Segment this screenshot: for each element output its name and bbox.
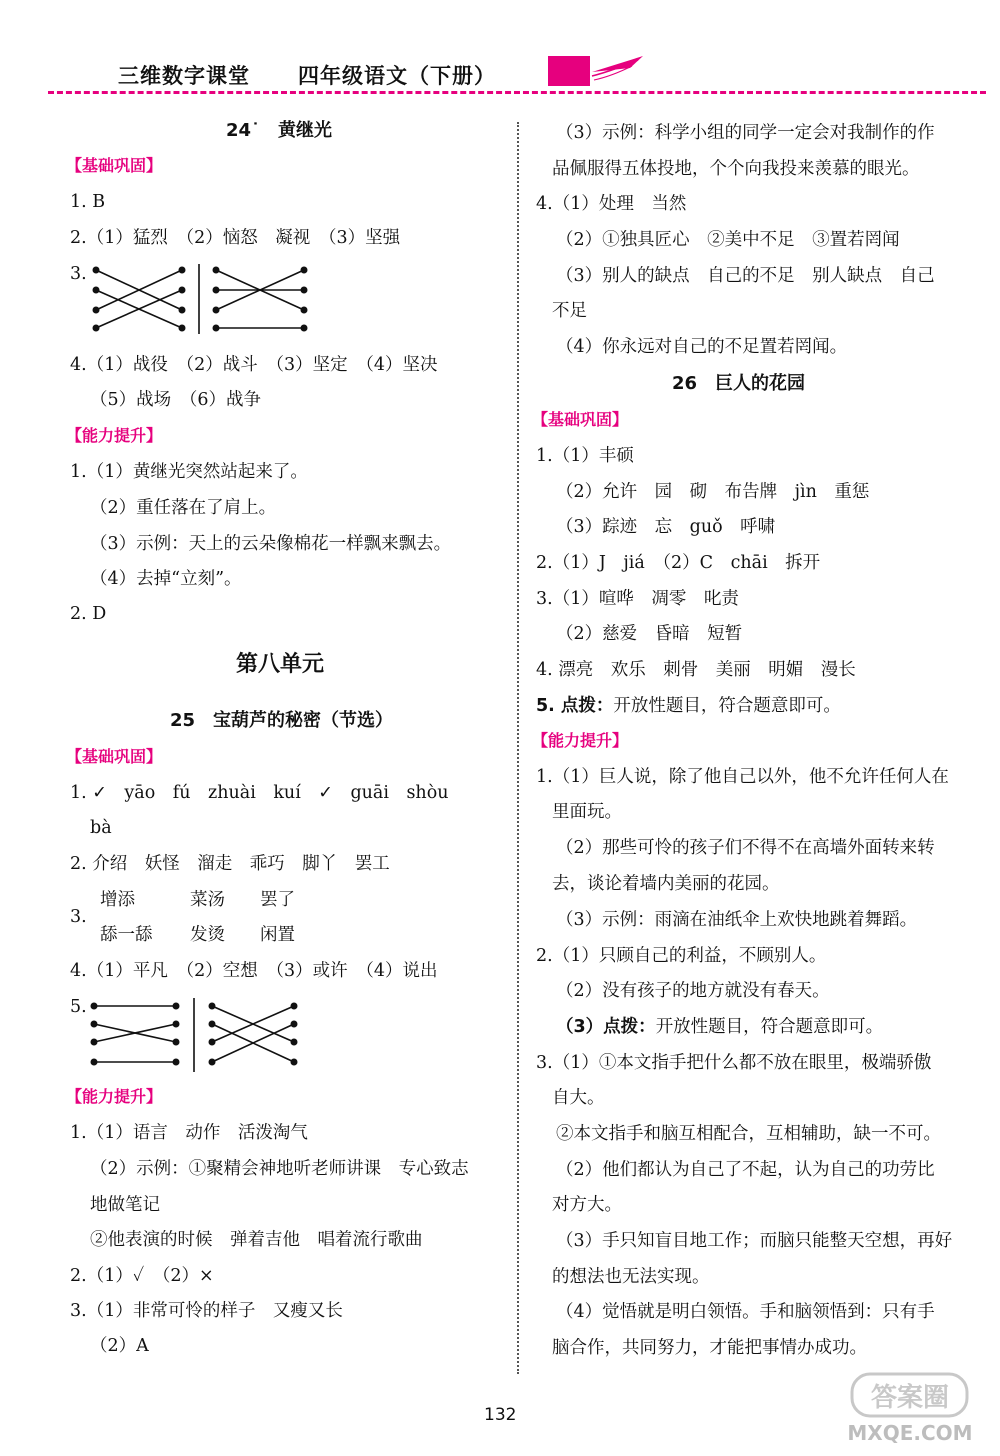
page-number: 132 [484,1405,517,1425]
lesson-26-title: 26 巨人的花园 [672,373,806,394]
watermark-logo [840,1368,990,1448]
header-dashed-rule [48,91,986,94]
answer-line [536,695,841,717]
section-ability-26: 【能力提升】 [532,731,629,750]
answer-line: 2.（1）✓ （2）× [70,1266,214,1286]
answer-line: （2）慈爱 昏暗 短暂 [556,624,743,644]
answer-line: 4.（1）战役 （2）战斗 （3）坚定 （4）坚决 [70,355,438,375]
answer-line: （2）那些可怜的孩子们不得不在高墙外面转来转 [556,838,935,858]
answer-line: （3）示例：科学小组的同学一定会对我制作的作 [556,123,935,143]
answer-line: （2）他们都认为自己了不起，认为自己的功劳比 [556,1160,935,1180]
answer-line: 自大。 [552,1088,605,1108]
page-header [0,0,1000,100]
answer-line: 1. ✓ yāo fú zhuài kuí ✓ guāi shòu [70,783,449,803]
lesson-25-title: 25 宝葫芦的秘密（节选） [170,710,394,731]
hint-text: 开放性题目，符合题意即可。 [655,1017,884,1037]
answer-line: （3）示例：天上的云朵像棉花一样飘来飘去。 [90,534,452,554]
answer-line: 脑合作，共同努力，才能把事情办成功。 [552,1338,867,1358]
answer-line: （3）手只知盲目地工作；而脑只能整天空想，再好 [556,1231,953,1251]
hint-label: （3）点拨： [556,1017,656,1037]
answer-line: （4）觉悟就是明白领悟。手和脑领悟到：只有手 [556,1302,935,1322]
answer-line: 不足 [552,301,587,321]
answer-word: 罢了 [260,890,295,910]
hint-text: 开放性题目，符合题意即可。 [613,696,841,716]
answer-word: 闲置 [260,925,295,945]
svg-text:答案圈: 答案圈 [870,1383,950,1413]
answer-line: 去，谈论着墙内美丽的花园。 [552,874,780,894]
lesson-24-title: 24˙ 黄继光 [226,120,333,141]
answer-line: （3）踪迹 忘 guǒ 呼啸 [556,517,776,537]
answer-line: （2）允许 园 砌 布告牌 jìn 重惩 [556,482,870,502]
answer-line: bà [90,818,112,838]
answer-line: 2. D [70,604,107,624]
answer-line: 4. 漂亮 欢乐 刺骨 美丽 明媚 漫长 [536,660,856,680]
answer-line: 3. [70,264,87,284]
matching-diagram-25 [88,996,318,1076]
answer-line: （2）A [90,1336,149,1356]
answer-line: 2.（1）猛烈 （2）恼怒 凝视 （3）坚强 [70,228,401,248]
matching-diagram-24 [90,262,320,337]
answer-line: 品佩服得五体投地，个个向我投来羡慕的眼光。 [552,159,920,179]
answer-line: 4.（1）平凡 （2）空想 （3）或许 （4）说出 [70,961,438,981]
answer-line [556,1016,883,1038]
answer-line: 对方大。 [552,1195,622,1215]
answer-line: 1.（1）黄继光突然站起来了。 [70,462,308,482]
answer-line: 2.（1）J jiá （2）C chāi 拆开 [536,553,821,573]
answer-line: （3）示例：雨滴在油纸伞上欢快地跳着舞蹈。 [556,910,918,930]
answer-word: 舔一舔 [100,925,153,945]
answer-word: 菜汤 [190,890,225,910]
answer-line: 1. B [70,192,106,212]
answer-line: （2）重任落在了肩上。 [90,498,277,518]
answer-line: 5. [70,997,87,1017]
answer-line: 2. 介绍 妖怪 溜走 乖巧 脚丫 罢工 [70,854,390,874]
book-grade: 四年级语文（下册） [298,64,496,88]
section-basic-25: 【基础巩固】 [66,747,163,766]
answer-line: 3.（1）喧哗 凋零 叱责 [536,589,739,609]
answer-line: 3.（1）①本文指手把什么都不放在眼里，极端骄傲 [536,1053,932,1073]
section-ability-25: 【能力提升】 [66,1087,163,1106]
answer-line: 2.（1）只顾自己的利益，不顾别人。 [536,946,827,966]
section-basic-24: 【基础巩固】 [66,156,163,175]
answer-line: ②他表演的时候 弹着吉他 唱着流行歌曲 [90,1230,423,1250]
answer-line: （4）去掉“立刻”。 [90,569,242,589]
answer-line: 3.（1）非常可怜的样子 又瘦又长 [70,1301,343,1321]
answer-line: （2）①独具匠心 ②美中不足 ③置若罔闻 [556,230,900,250]
answer-line: 1.（1）语言 动作 活泼淘气 [70,1123,308,1143]
answer-line: 地做笔记 [90,1195,160,1215]
section-ability-24: 【能力提升】 [66,426,163,445]
unit-title: 第八单元 [236,652,325,677]
answer-line: 的想法也无法实现。 [552,1267,710,1287]
answer-line: （5）战场 （6）战争 [90,390,262,410]
answer-word: 发烫 [190,925,225,945]
section-basic-26: 【基础巩固】 [532,410,629,429]
answer-line: （3）别人的缺点 自己的不足 别人缺点 自己 [556,266,935,286]
answer-line: 3. [70,907,87,927]
answer-line: 4.（1）处理 当然 [536,194,687,214]
answer-line: （4）你永远对自己的不足置若罔闻。 [556,337,848,357]
answer-line: （2）没有孩子的地方就没有春天。 [556,981,830,1001]
book-name: 三维数字课堂 [118,64,250,88]
answer-line: 1.（1）巨人说，除了他自己以外，他不允许任何人在 [536,767,949,787]
rocket-icon [548,50,653,90]
answer-line: （2）示例：①聚精会神地听老师讲课 专心致志 [90,1159,469,1179]
column-divider [517,122,519,1374]
answer-line: 1.（1）丰硕 [536,446,634,466]
answer-word: 增添 [100,890,135,910]
answer-line: ②本文指手和脑互相配合，互相辅助，缺一不可。 [556,1124,941,1144]
answer-line: 里面玩。 [552,802,622,822]
svg-text:MXQE.COM: MXQE.COM [847,1421,973,1445]
hint-label: 5. 点拨： [536,696,614,716]
